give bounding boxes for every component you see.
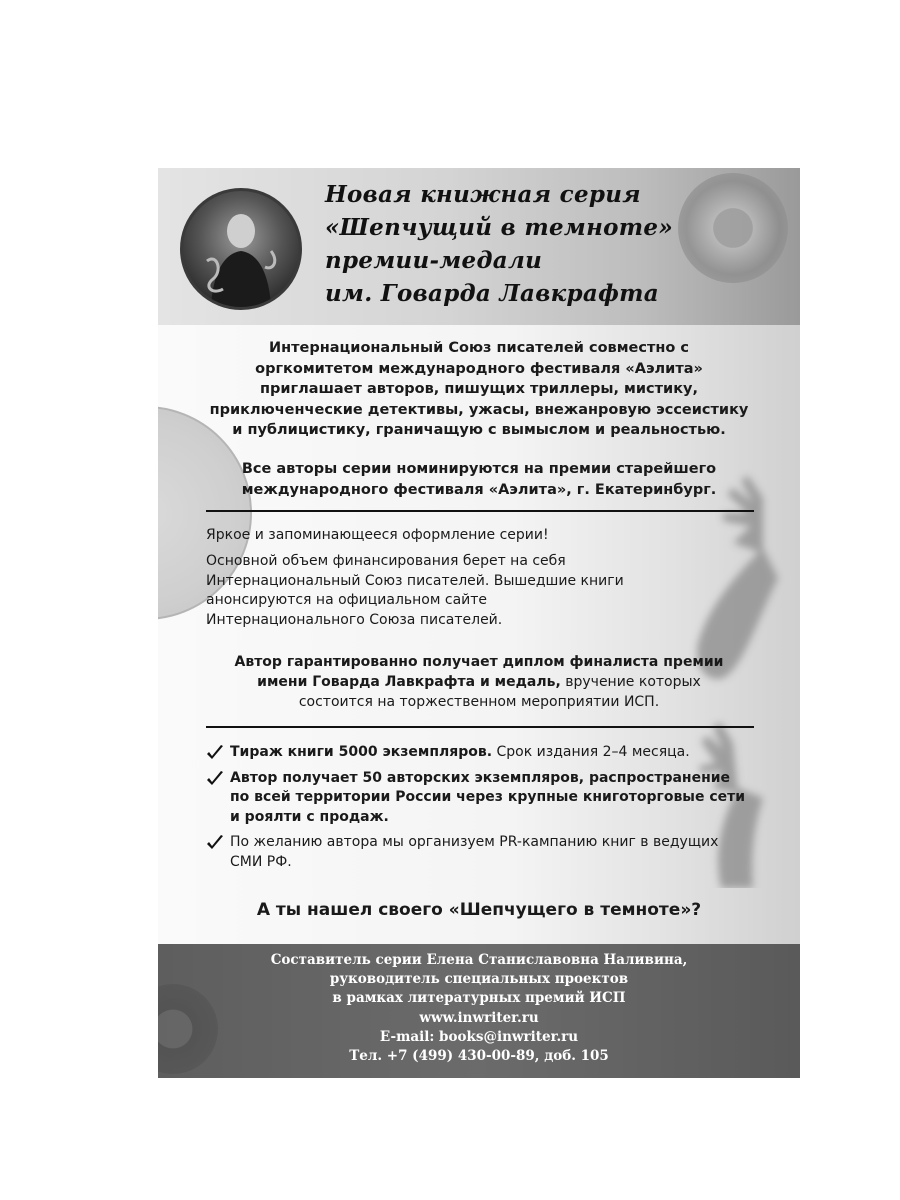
divider [206,510,754,512]
email-link[interactable]: E-mail: books@inwriter.ru [379,1028,579,1045]
intro-paragraph [188,338,770,441]
series-title [325,178,785,310]
title-line: премии-медали [325,247,543,274]
guarantee-bold: Автор гарантированно получает диплом финалиста премии [234,654,724,670]
divider [206,726,754,728]
lovecraft-medal-icon [180,188,302,310]
guarantee-bold: имени Говарда Лавкрафта и медаль, [257,674,561,690]
list-item [206,769,750,828]
title-line: им. Говарда Лавкрафта [325,280,659,307]
intro-line: приглашает авторов, пишущих триллеры, мистику, [259,381,699,397]
benefits-list [206,743,766,878]
compiler-role: руководитель специальных проектов [329,971,629,988]
title-line: «Шепчущий в темноте» [325,214,674,241]
checkmark-icon [206,834,224,852]
design-note: Яркое и запоминающееся оформление серии! [206,527,549,543]
call-to-action: А ты нашел своего «Шепчущего в темноте»? [256,900,702,920]
bullet-text: Срок издания 2–4 месяца. [492,744,690,760]
intro-line: оргкомитетом международного фестиваля «Аэлита» [255,360,703,377]
funding-line: анонсируются на официальном сайте [206,592,488,608]
funding-paragraph [206,552,626,630]
nomination-line: международного фестиваля «Аэлита», г. Екатеринбург. [241,481,717,498]
list-item [206,743,766,763]
phone-number: Тел. +7 (499) 430-00-89, доб. 105 [349,1048,609,1065]
funding-line: Основной объем финансирования берет на себя [206,553,566,569]
contact-footer [158,944,800,1078]
header-band [158,168,800,325]
guarantee-text: вручение которых [560,674,701,690]
intro-line: Интернациональный Союз писателей совместно с [268,340,690,356]
intro-line: приключенческие детективы, ужасы, внежанровую эссеистику [209,401,749,418]
bullet-bold: Автор получает 50 авторских экземпляров, распространение по всей территории России через крупные книготорговые сети и роялти с продаж. [230,769,746,825]
list-item [206,833,750,872]
funding-line: Интернациональный Союз писателей. Вышедшие книги [206,572,624,589]
bullet-text: По желанию автора мы организуем PR-кампанию книг в ведущих СМИ РФ. [230,834,719,870]
compiler-name: Составитель серии Елена Станиславовна Наливина, [270,952,688,968]
funding-line: Интернационального Союза писателей. [206,611,503,628]
guarantee-text: состоится на торжественном мероприятии ИСП. [298,694,660,710]
guarantee-paragraph [188,652,770,712]
nomination-paragraph [188,459,770,500]
checkmark-icon [206,744,224,762]
website-link[interactable]: www.inwriter.ru [419,1009,539,1026]
checkmark-icon [206,770,224,788]
poster [158,168,800,1078]
title-line: Новая книжная серия [325,181,641,208]
nomination-line: Все авторы серии номинируются на премии старейшего [241,461,717,477]
bullet-bold: Тираж книги 5000 экземпляров. [230,744,493,760]
compiler-role: в рамках литературных премий ИСП [332,990,626,1007]
intro-line: и публицистику, граничащую с вымыслом и реальностью. [232,422,726,438]
